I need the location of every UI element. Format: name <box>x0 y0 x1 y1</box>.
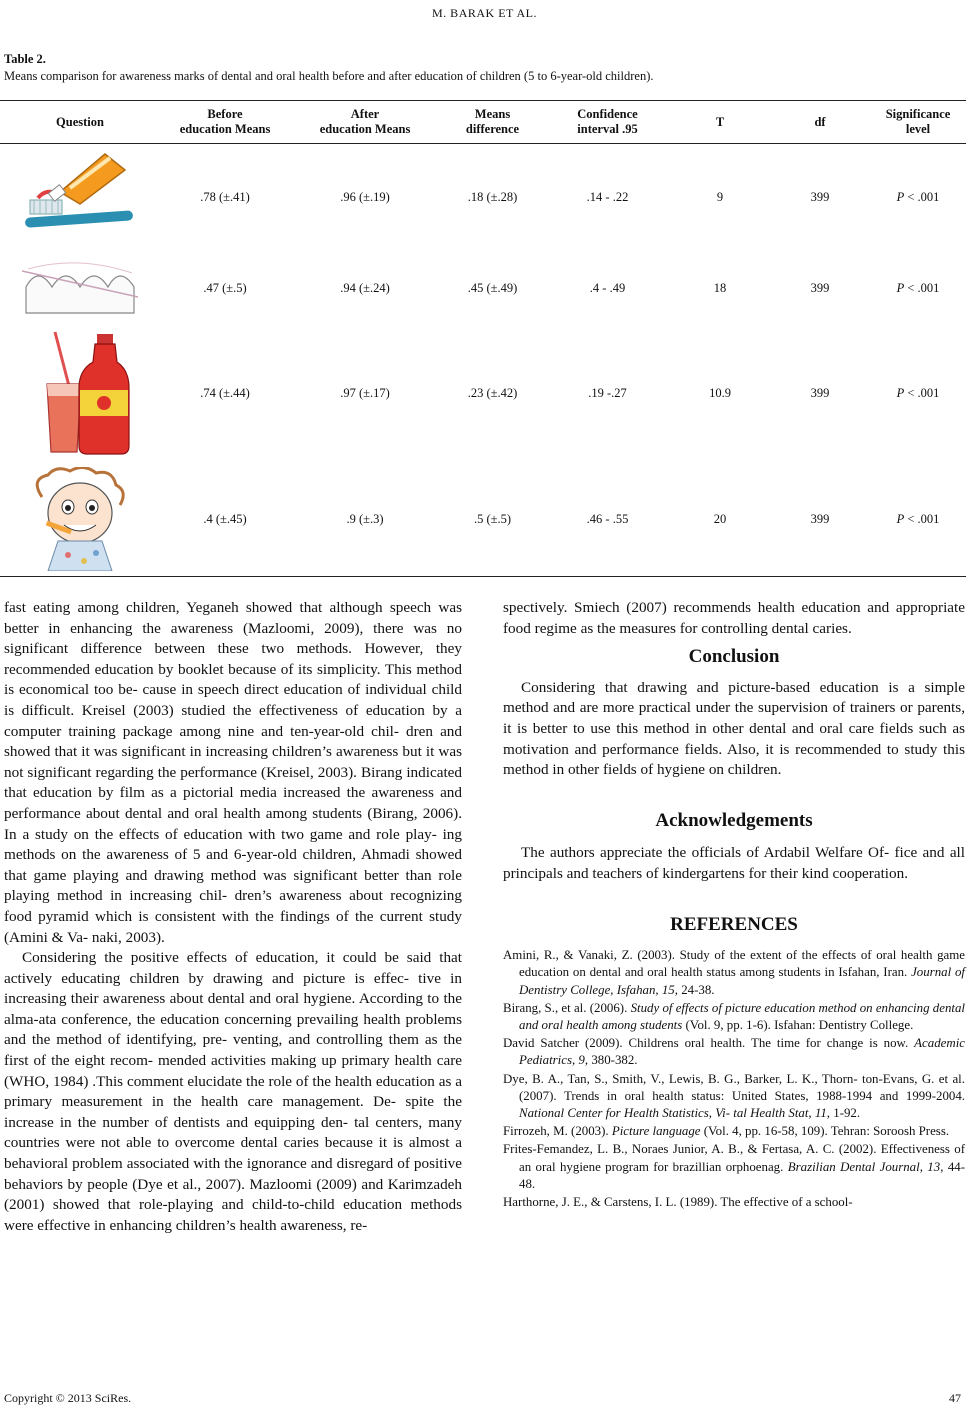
table-caption: Means comparison for awareness marks of dental and oral health before and after education of children (5 to 6-year-old children). <box>4 69 654 83</box>
cell-significance: P < .001 <box>896 280 940 295</box>
dental-floss-teeth-icon <box>0 253 160 323</box>
reference-item: Firrozeh, M. (2003). Picture language (Vol. 4, pp. 16-58, 109). Tehran: Soroosh Press. <box>503 1124 950 1139</box>
reference-item: Frites-Femandez, L. B., Noraes Junior, A. B., & Fertasa, A. C. (2002). Effectiveness of an oral hygiene program for brazillian orphoenag. Brazilian Dental Journal, 13, 44-48. <box>503 1142 966 1191</box>
page-number: 47 <box>949 1391 961 1405</box>
cell-t: 18 <box>713 280 727 295</box>
cell-after: .97 (±.17) <box>340 385 390 400</box>
table-row <box>0 463 966 575</box>
body-paragraph: fast eating among children, Yeganeh showed that although speech was better in enhancing the awareness (Mazloomi, 2009), there was no significant difference between these two methods. However, they recommended education by booklet because of its simplicity. This method is economical too be- cause in speech direct education of individual child is difficult. Kreisel (2003) studied the effectiveness of education by a computer training package among nine and ten-year-old chil- dren and showed that it was significant in increasing children’s awareness but it was not significant regarding the performance (Kreisel, 2003). Birang indicated that education by film as a pictorial media increased the awareness and performance about dental and oral health among students (Birang, 2006). In a study on the effects of education with two game and role play- ing methods on the awareness of 5 and 6-year-old children, Ahmadi showed that game playing and drawing method was significant better than role playing method in increasing chil- dren’s awareness about recognizing food pyramid which is consistent with the findings of the current study (Amini & Va- naki, 2003). <box>4 599 462 946</box>
cell-ci: .4 - .49 <box>589 280 626 295</box>
reference-list <box>503 947 965 1211</box>
table-top-rule <box>0 100 966 101</box>
body-paragraph: spectively. Smiech (2007) recommends health education and appropriate food regime as the measures for controlling dental caries. <box>503 599 965 637</box>
copyright-footer: Copyright © 2013 SciRes. <box>4 1391 132 1405</box>
references-heading: REFERENCES <box>670 913 798 935</box>
means-comparison-table <box>0 102 966 575</box>
cell-significance: P < .001 <box>896 385 940 400</box>
cell-df: 399 <box>810 511 830 526</box>
cell-before: .78 (±.41) <box>200 190 250 204</box>
cell-after: .96 (±.19) <box>340 190 390 204</box>
soda-bottle-icon <box>0 323 160 463</box>
table-row <box>0 323 966 463</box>
col-t: T <box>715 114 725 129</box>
reference-item: Amini, R., & Vanaki, Z. (2003). Study of the extent of the effects of oral health game education on dental and oral health status among students in Isfahan, Iran. Journal of Dentistry College, Isfahan, 15, 24-38. <box>503 948 965 997</box>
table-label: Table 2. <box>4 52 46 66</box>
cell-diff: .18 (±.28) <box>467 190 518 204</box>
right-column <box>503 598 965 1212</box>
cell-diff: .5 (±.5) <box>473 511 512 526</box>
cell-before: .4 (±.45) <box>203 511 247 526</box>
reference-item: Dye, B. A., Tan, S., Smith, V., Lewis, B. G., Barker, L. K., Thorn- ton-Evans, G. et al. (2007). Trends in oral health status: United States, 1988-1994 and 1999-2004. National Center for Health Statistics, Vi- tal Health Stat, 11, 1-92. <box>503 1071 965 1120</box>
cell-before: .47 (±.5) <box>203 280 247 295</box>
cell-ci: .46 - .55 <box>586 511 629 526</box>
cell-after: .94 (±.24) <box>340 280 390 295</box>
left-column <box>4 598 462 1236</box>
col-means-difference: Means difference <box>465 107 520 136</box>
running-head: M. BARAK ET AL. <box>432 6 537 20</box>
conclusion-heading: Conclusion <box>688 646 780 668</box>
col-confidence-interval: Confidence interval .95 <box>577 107 638 136</box>
reference-item: Harthorne, J. E., & Carstens, I. L. (1989). The effective of a school- <box>503 1194 853 1209</box>
acknowledgements-paragraph: The authors appreciate the officials of Ardabil Welfare Of- fice and all principals and teachers of kindergartens for their kind cooperation. <box>503 844 965 882</box>
cell-df: 399 <box>810 190 830 204</box>
conclusion-paragraph: Considering that drawing and picture-based education is a simple method and are more practical under the supervision of trainers or parents, it is better to use this method in other dental and oral care fields such as motivation and performance fields. Also, it is recommended to study this method in other fields of hygiene on children. <box>503 678 965 779</box>
table-row <box>0 253 966 323</box>
col-after: After education Means <box>319 107 411 136</box>
col-df: df <box>814 114 826 129</box>
reference-item: Birang, S., et al. (2006). Study of effects of picture education method on enhancing dental and oral health among students (Vol. 9, pp. 1-6). Isfahan: Dentistry College. <box>503 1000 965 1032</box>
cell-t: 10.9 <box>709 385 731 400</box>
cell-after: .9 (±.3) <box>346 511 384 526</box>
child-brushing-teeth-icon <box>0 463 160 575</box>
cell-significance: P < .001 <box>896 511 940 526</box>
cell-t: 9 <box>716 190 724 204</box>
cell-before: .74 (±.44) <box>200 385 250 400</box>
cell-ci: .14 - .22 <box>586 190 629 204</box>
col-significance: Significance level <box>885 107 951 136</box>
cell-df: 399 <box>810 385 830 400</box>
cell-df: 399 <box>810 280 830 295</box>
cell-diff: .45 (±.49) <box>467 280 518 295</box>
col-question: Question <box>56 114 104 129</box>
table-header-row <box>0 102 966 142</box>
cell-diff: .23 (±.42) <box>467 385 518 400</box>
body-paragraph: Considering the positive effects of education, it could be said that actively educating children by drawing and picture is effec- tive in increasing their awareness about dental and oral hygiene. According to the alma-ata conference, the education concerning prevailing health problems and the method of identifying, pre- venting, and controlling them as the first of the eight recom- mended activities making up primary health care (WHO, 1984) .This comment elucidate the role of the health education as a primary measurement in the health care management. De- spite the increase in the number of dentists and equipping den- tal centers, many countries were not able to overcome dental caries because it is almost a behavioral problem associated with the ignorance and disregard of positive behaviors by people (Dye et al., 2007). Mazloomi (2009) and Karimzadeh (2001) showed that role-playing and child-to-child education methods were effective in enhancing children’s health awareness, re- <box>4 949 462 1234</box>
cell-ci: .19 -.27 <box>588 385 627 400</box>
reference-item: David Satcher (2009). Childrens oral health. The time for change is now. Academic Pediatrics, 9, 380-382. <box>503 1036 965 1068</box>
acknowledgements-heading: Acknowledgements <box>655 809 813 831</box>
cell-significance: P < .001 <box>896 190 940 204</box>
table-row <box>0 142 966 253</box>
toothbrush-toothpaste-icon <box>0 142 160 253</box>
table-bottom-rule <box>0 576 966 577</box>
cell-t: 20 <box>713 511 727 526</box>
col-before: Before education Means <box>179 107 271 136</box>
